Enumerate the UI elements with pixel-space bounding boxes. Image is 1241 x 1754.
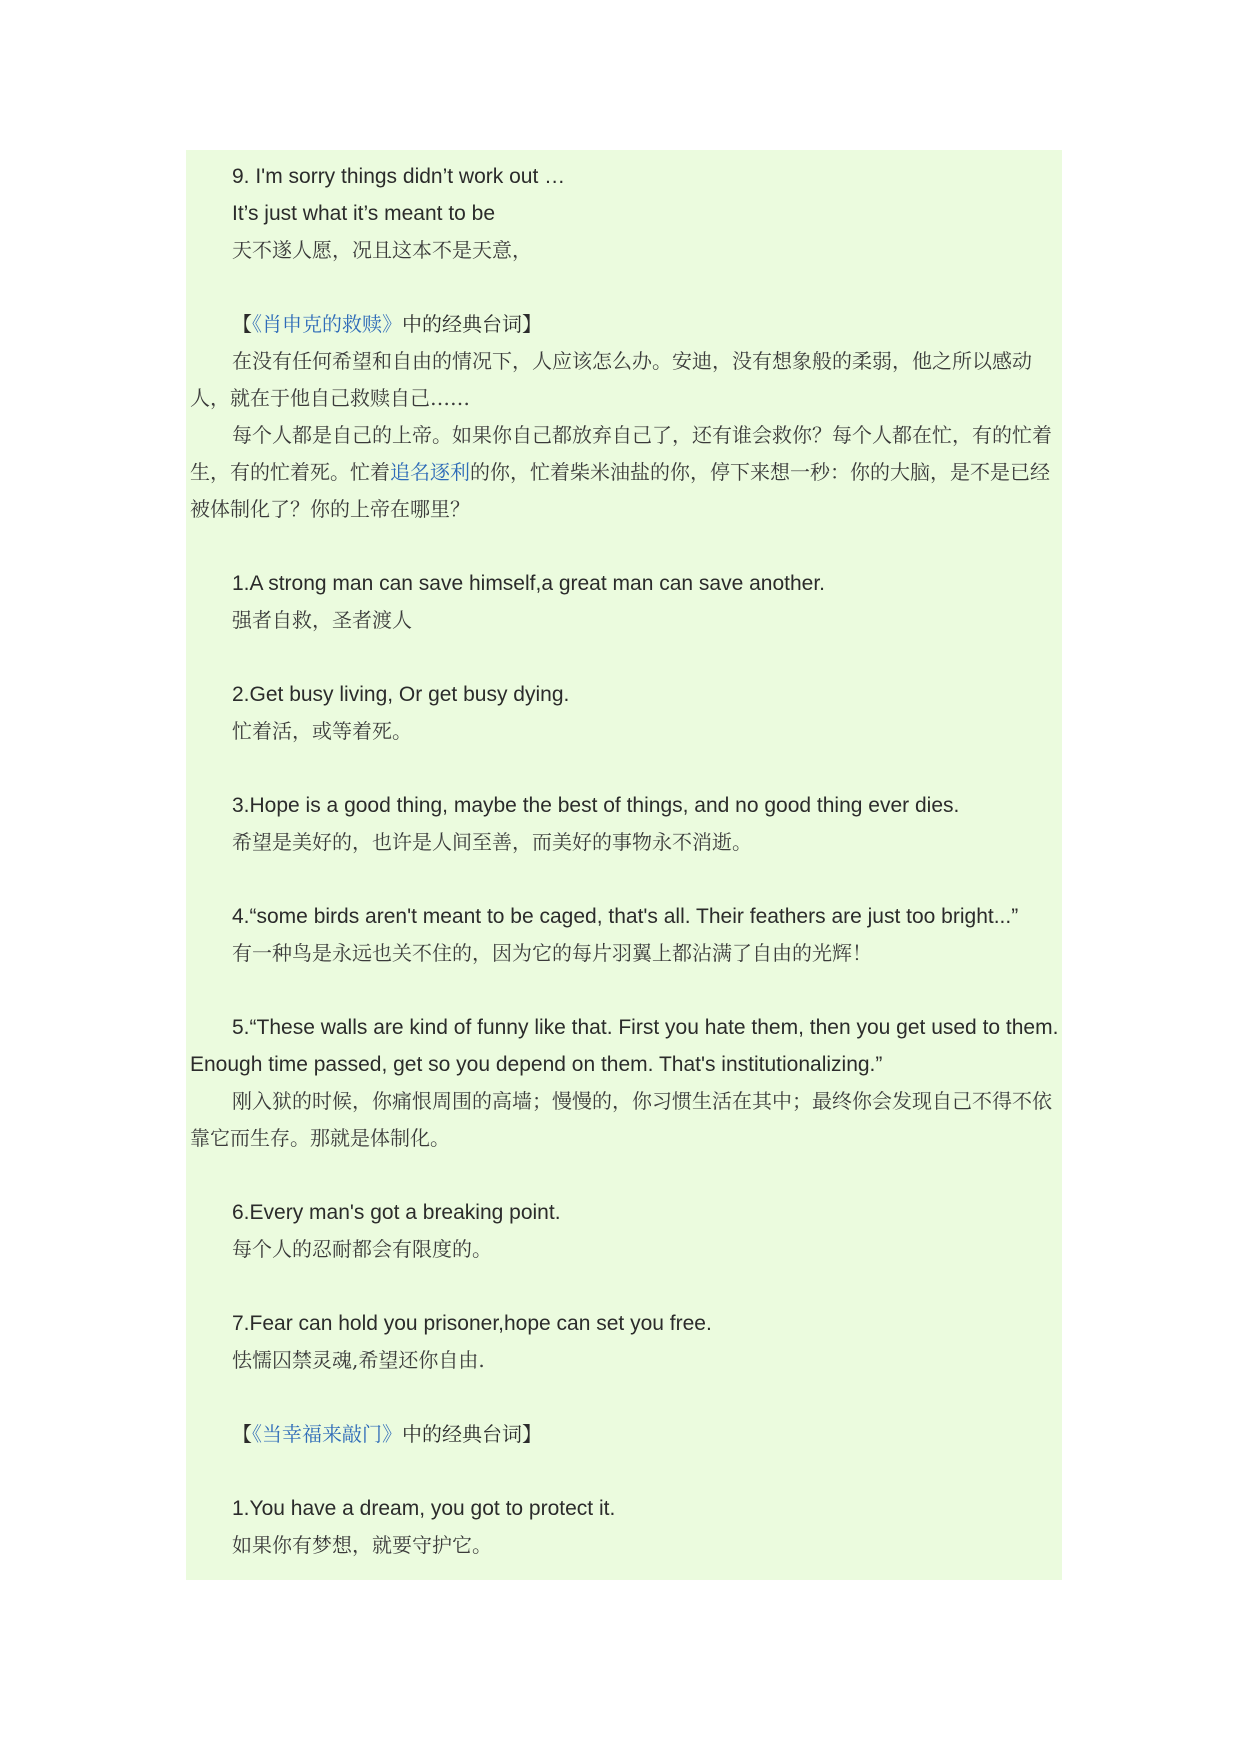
bracket-close: 】 xyxy=(522,312,542,336)
shawshank-quote-2-zh: 忙着活，或等着死。 xyxy=(232,719,412,743)
pursuit-quote-1-en: 1.You have a dream, you got to protect it. xyxy=(232,1497,616,1520)
shawshank-quote-3-zh: 希望是美好的，也许是人间至善，而美好的事物永不消逝。 xyxy=(232,830,752,854)
section-heading-pursuit xyxy=(190,1416,1060,1453)
shawshank-quote-4-en: 4.“some birds aren't meant to be caged, that's all. Their feathers are just too bright...” xyxy=(232,905,1019,928)
pursuit-title-link[interactable]: 《当幸福来敲门》 xyxy=(252,1422,402,1446)
shawshank-quote-1-zh: 强者自救，圣者渡人 xyxy=(232,608,412,632)
shawshank-title-link[interactable]: 《肖申克的救赎》 xyxy=(252,312,402,336)
shawshank-quote-6-zh: 每个人的忍耐都会有限度的。 xyxy=(232,1237,492,1261)
shawshank-quote-5-zh: 刚入狱的时候，你痛恨周围的高墙；慢慢的，你习惯生活在其中；最终你会发现自己不得不依靠它而生存。那就是体制化。 xyxy=(190,1089,1052,1150)
quote-9-en-line-1: 9. I'm sorry things didn’t work out … xyxy=(232,165,566,188)
fame-fortune-link[interactable]: 追名逐利 xyxy=(390,460,470,484)
shawshank-quote-5-en: 5.“These walls are kind of funny like that. First you hate them, then you get used to them. Enough time passed, get so you depend on them. That's institutionalizing.” xyxy=(190,1016,1059,1076)
shawshank-intro-2: 每个人都是自己的上帝。如果你自己都放弃自己了，还有谁会救你？每个人都在忙，有的忙着生，有的忙着死。忙着追名逐利的你，忙着柴米油盐的你，停下来想一秒：你的大脑，是不是已经被体制化了？你的上帝在哪里？ xyxy=(190,423,1052,521)
shawshank-quote-4-zh: 有一种鸟是永远也关不住的，因为它的每片羽翼上都沾满了自由的光辉！ xyxy=(232,941,872,965)
bracket-close: 】 xyxy=(522,1422,542,1446)
bracket-open: 【 xyxy=(232,312,252,336)
shawshank-quote-2-en: 2.Get busy living, Or get busy dying. xyxy=(232,683,570,706)
shawshank-quote-3-en: 3.Hope is a good thing, maybe the best of things, and no good thing ever dies. xyxy=(232,794,960,817)
shawshank-intro-1: 在没有任何希望和自由的情况下，人应该怎么办。安迪，没有想象般的柔弱，他之所以感动人，就在于他自己救赎自己…… xyxy=(190,349,1032,410)
document-content xyxy=(190,158,1060,1564)
shawshank-quote-7-zh: 怯懦囚禁灵魂,希望还你自由. xyxy=(232,1348,485,1372)
heading-suffix: 中的经典台词 xyxy=(402,1422,522,1446)
quote-9-en-line-2: It’s just what it’s meant to be xyxy=(232,202,496,225)
shawshank-quote-6-en: 6.Every man's got a breaking point. xyxy=(232,1201,561,1224)
shawshank-quote-7-en: 7.Fear can hold you prisoner,hope can set you free. xyxy=(232,1312,712,1335)
heading-suffix: 中的经典台词 xyxy=(402,312,522,336)
pursuit-quote-1-zh: 如果你有梦想，就要守护它。 xyxy=(232,1533,492,1557)
shawshank-quote-1-en: 1.A strong man can save himself,a great man can save another. xyxy=(232,572,826,595)
section-heading-shawshank xyxy=(190,306,1060,343)
bracket-open: 【 xyxy=(232,1422,252,1446)
quote-9-zh: 天不遂人愿，况且这本不是天意， xyxy=(232,238,532,262)
